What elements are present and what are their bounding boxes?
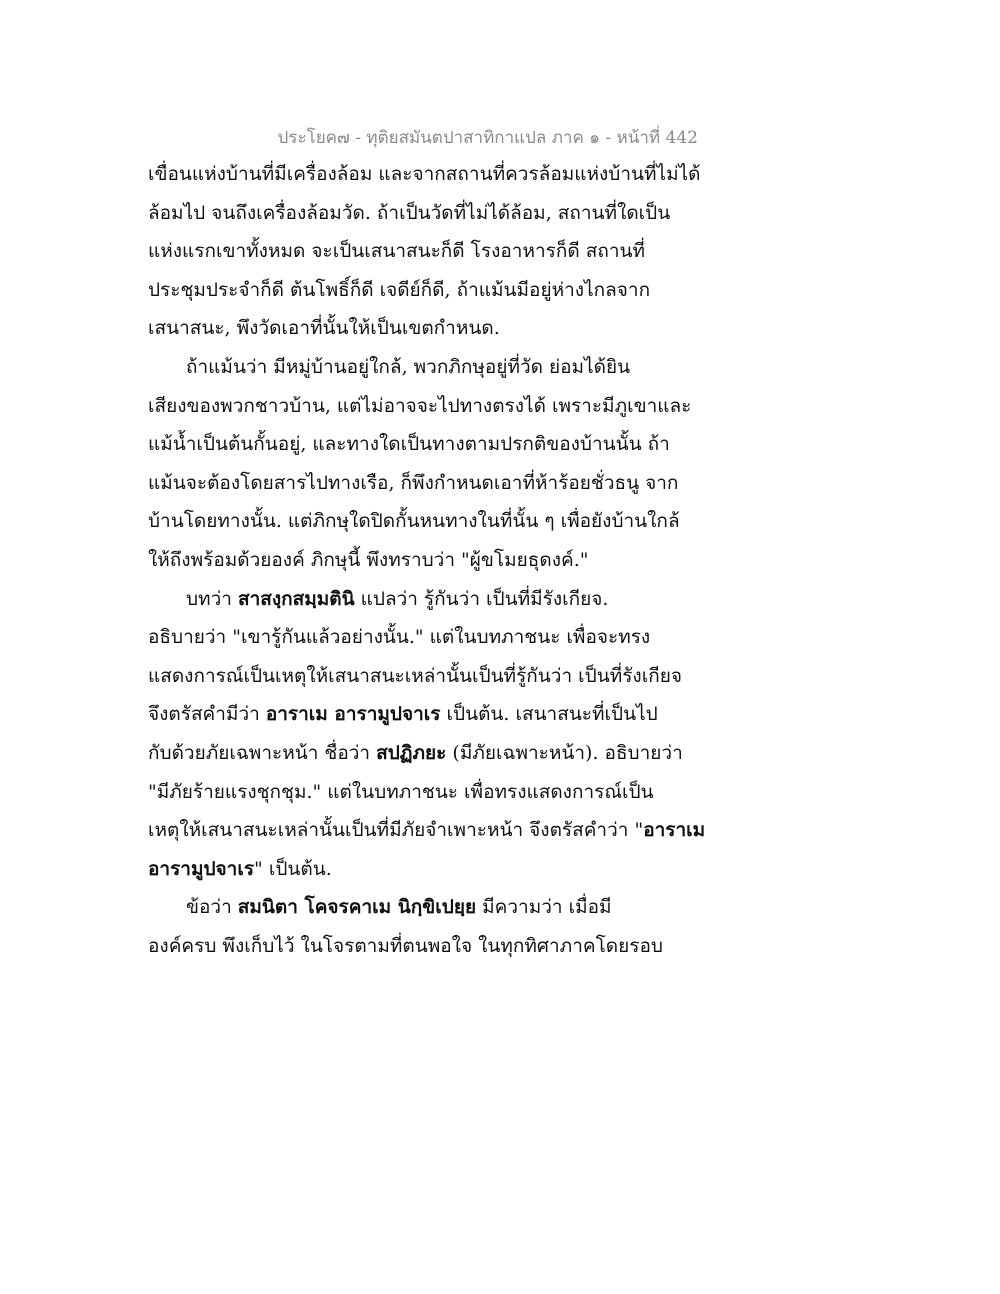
text-line: องค์ครบ พึงเก็บไว้ ในโจรตามที่ตนพอใจ ในทุกทิศาภาคโดยรอบ bbox=[148, 934, 663, 957]
body-text bbox=[148, 155, 708, 965]
text-line: แสดงการณ์เป็นเหตุให้เสนาสนะเหล่านั้นเป็นที่รู้กันว่า เป็นที่รังเกียจ bbox=[148, 664, 682, 687]
text-line: ข้อว่า สมนิตา โคจรคาเม นิกฺขิเปยฺย มีความว่า เมื่อมี bbox=[186, 896, 612, 919]
paragraph-2 bbox=[148, 348, 708, 580]
pali-term: อาราเม อารามูปจาเร bbox=[265, 703, 441, 726]
text-line: อารามูปจาเร" เป็นต้น. bbox=[148, 857, 332, 880]
paragraph-1 bbox=[148, 155, 708, 348]
text-line: ล้อมไป จนถึงเครื่องล้อมวัด. ถ้าเป็นวัดที่ไม่ได้ล้อม, สถานที่ใดเป็น bbox=[148, 201, 671, 224]
running-header: ประโยค๗ - ทุติยสมันตปาสาทิกาแปล ภาค ๑ - หน้าที่ 442 bbox=[277, 128, 698, 148]
pali-term: สาสงฺกสมฺมตินิ bbox=[237, 587, 355, 610]
text-line: ถ้าแม้นว่า มีหมู่บ้านอยู่ใกล้, พวกภิกษุอยู่ที่วัด ย่อมได้ยิน bbox=[186, 355, 631, 378]
pali-term: อารามูปจาเร bbox=[148, 857, 255, 880]
text-line: "มีภัยร้ายแรงชุกชุม." แต่ในบทภาชนะ เพื่อทรงแสดงการณ์เป็น bbox=[148, 780, 654, 803]
text-line: บ้านโดยทางนั้น. แต่ภิกษุใดปิดกั้นหนทางในที่นั้น ๆ เพื่อยังบ้านใกล้ bbox=[148, 510, 680, 533]
text-line: บทว่า สาสงฺกสมฺมตินิ แปลว่า รู้กันว่า เป็นที่มีรังเกียจ. bbox=[186, 587, 609, 610]
text-line: กับด้วยภัยเฉพาะหน้า ชื่อว่า สปฏิภยะ (มีภัยเฉพาะหน้า). อธิบายว่า bbox=[148, 741, 683, 764]
pali-term: สมนิตา โคจรคาเม นิกฺขิเปยฺย bbox=[237, 896, 477, 919]
text-line: แม้น้ำเป็นต้นกั้นอยู่, และทางใดเป็นทางตามปรกติของบ้านนั้น ถ้า bbox=[148, 433, 670, 456]
pali-term: อาราเม bbox=[643, 819, 706, 842]
text-line: เขื่อนแห่งบ้านที่มีเครื่องล้อม และจากสถานที่ควรล้อมแห่งบ้านที่ไม่ได้ bbox=[148, 163, 701, 185]
pali-term: สปฏิภยะ bbox=[376, 741, 447, 764]
text-line: แม้นจะต้องโดยสารไปทางเรือ, ก็พึงกำหนดเอาที่ห้าร้อยชั่วธนู จาก bbox=[148, 471, 679, 494]
text-line: เสนาสนะ, พึงวัดเอาที่นั้นให้เป็นเขตกำหนด. bbox=[148, 317, 500, 340]
text-line: แห่งแรกเขาทั้งหมด จะเป็นเสนาสนะก็ดี โรงอาหารก็ดี สถานที่ bbox=[148, 240, 646, 263]
text-line: เหตุให้เสนาสนะเหล่านั้นเป็นที่มีภัยจำเพาะหน้า จึงตรัสคำว่า "อาราเม bbox=[148, 819, 706, 842]
text-line: จึงตรัสคำมีว่า อาราเม อารามูปจาเร เป็นต้น. เสนาสนะที่เป็นไป bbox=[148, 703, 658, 726]
text-line: เสียงของพวกชาวบ้าน, แต่ไม่อาจจะไปทางตรงได้ เพราะมีภูเขาและ bbox=[148, 394, 692, 417]
text-line: อธิบายว่า "เขารู้กันแล้วอย่างนั้น." แต่ในบทภาชนะ เพื่อจะทรง bbox=[148, 626, 651, 649]
paragraph-3 bbox=[148, 580, 708, 889]
text-line: ประชุมประจำก็ดี ต้นโพธิ์ก็ดี เจดีย์ก็ดี, ถ้าแม้นมีอยู่ห่างไกลจาก bbox=[148, 278, 651, 301]
text-line: ให้ถึงพร้อมด้วยองค์ ภิกษุนี้ พึงทราบว่า "ผู้ขโมยธุดงค์." bbox=[148, 548, 589, 571]
paragraph-4 bbox=[148, 888, 708, 965]
